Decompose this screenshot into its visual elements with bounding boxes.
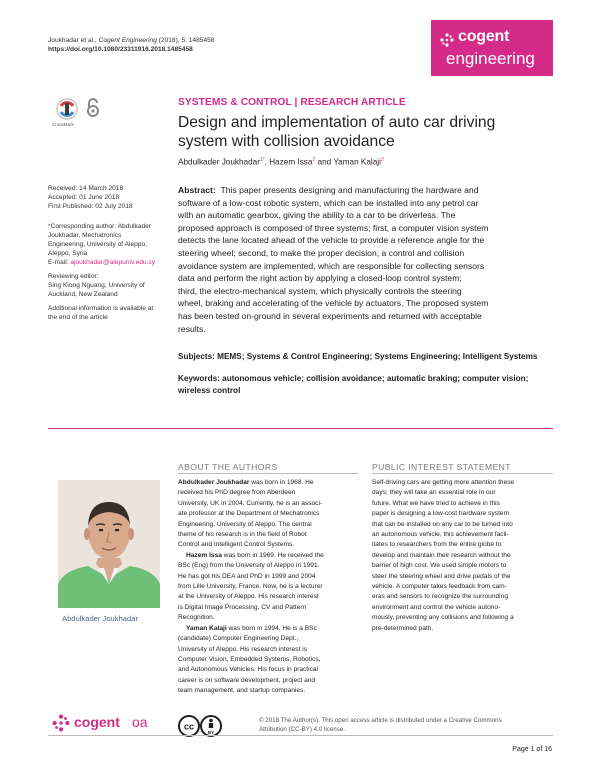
license-text: © 2018 The Author(s). This open access article is distributed under a Creative Commons Attribution (CC-BY) 4.0 license. [259, 717, 502, 733]
photo-caption: Abdulkader Joukhadar [62, 614, 138, 623]
crossmark-label: CrossMark [52, 122, 74, 127]
subjects-line: Subjects: MEMS; Systems & Control Engineering; Systems Engineering; Intelligent Systems [178, 352, 538, 361]
article-section-label: SYSTEMS & CONTROL | RESEARCH ARTICLE [178, 97, 406, 108]
cc-label: cc [183, 721, 195, 732]
section-divider [48, 428, 553, 429]
by-label: BY [207, 730, 215, 735]
brand-bottom: engineering [446, 49, 535, 68]
email-line: E-mail: ajoukhadar@alepuniv.edu.sy [48, 259, 156, 266]
corresponding-author-block: *Corresponding author: Abdulkader Joukhadar, Mechatronics Engineering, University of Aleppo, Aleppo, Syria E-mail: ajoukhadar@alepuniv.edu.sy [48, 222, 168, 267]
about-authors-heading: ABOUT THE AUTHORS [178, 462, 278, 472]
dates-block [48, 184, 168, 211]
author-name[interactable]: Hazem Issa [269, 157, 313, 167]
journal-brand-logo [431, 20, 553, 76]
email-link[interactable]: ajoukhadar@alepuniv.edu.sy [70, 259, 156, 266]
public-interest-heading: PUBLIC INTEREST STATEMENT [372, 462, 511, 472]
author-name[interactable]: Abdulkader Joukhadar [178, 157, 260, 167]
page-number: Page 1 of 16 [512, 746, 552, 753]
author-bio: Hazem Issa was born in 1969. He received the BSc (Eng) from the University of Aleppo in 1991. He has got his DEA and PhD in 1999 and 2004 from Lille University, France. Now, he is a lecturer at the University of Aleppo. His research interest is Digital Image Processing, CV and Pattern Recognition. [178, 551, 324, 622]
author-list: Abdulkader Joukhadar$^{1*}$, Hazem Issa$^2$ and Yaman Kalaji$^2$ [178, 157, 384, 167]
keywords-line: Keywords: autonomous vehicle; collision avoidance; automatic braking; computer vision; wireless control [178, 374, 529, 395]
additional-info-note: Additional information is available at the end of the article [48, 305, 154, 321]
logo-oa: oa [132, 714, 148, 730]
cogent-dots-icon [440, 33, 454, 47]
doi-link[interactable]: https://doi.org/10.1080/23311916.2018.1485458 [48, 46, 193, 53]
citation-line: Joukhadar et al., Cogent Engineering (2018), 5: 1485458 [48, 37, 215, 44]
about-authors-text [178, 478, 363, 697]
received-date: Received: 14 March 2018 [48, 185, 124, 192]
citation-header [48, 36, 214, 54]
abstract: Abstract: This paper presents designing and manufacturing the hardware and software of a low-cost robotic system, which can be installed into any petrol car with an automatic gearbox, giving the ability to a car to be driverless. The proposed approach is composed of three systems; first, a computer vision system detects the lane located ahead of the vehicle to provide a reference angle for the steering wheel; second, to make the proper decision, a control and collision avoidance system are implemented, which are responsible for collecting sensors data and perform the right action by applying a closed-loop control system; third, the electro-mechanical system, which physically controls the steering wheel, braking and accelerating of the vehicle by actuators. The proposed system has been tested on-ground in several experiments and returned with acceptable results. [178, 185, 489, 334]
logo-text: cogent [74, 714, 120, 730]
brand-top: cogent [458, 28, 510, 45]
author-bio: Yaman Kalaji was born in 1994. He is a BSc (candidate) Computer Engineering Dept., University of Aleppo. His research interest is Computer Vision, Embedded Systems, Robotics, and Autonomous Vehicles. His focus in practical career is on software development, project and team management, and startup companies. [178, 624, 321, 695]
article-title: Design and implementation of auto car driving system with collision avoidance [178, 114, 496, 150]
about-rule [178, 473, 358, 474]
cogent-dots-icon [52, 714, 70, 732]
cogent-oa-logo [50, 712, 170, 734]
author-name[interactable]: Yaman Kalaji [333, 157, 381, 167]
public-interest-rule [372, 473, 553, 474]
crossmark-icon[interactable] [56, 98, 78, 124]
abstract-label: Abstract: [178, 185, 216, 195]
author-bio: Abdulkader Joukhadar was born in 1968. He received his PhD degree from Aberdeen University, UK in 2004. Currently, he is an associ- ate professor at the Department of Mechatronics Engineering, University of Aleppo. The central theme of his research is in the field of Robot Control and Intelligent Control Systems. [178, 479, 323, 549]
public-interest-text: Self-driving cars are getting more attention these days; they will take an essential role in our future. What we have tried to achieve in this paper is designing a low-cost hardware system that can be installed on any car to be turned into an autonomous vehicle, this achievement facil- itates to researchers from the entire globe to develop and maintain their research without the barrier of high cost. We used simple motors to steer the steering wheel and drive pedals of the vehicle. A computer takes feedback from cam- eras and sensors to recognize the surrounding environment and control the vehicle autono- mously, preventing any collisions and following a pre-determined path. [372, 479, 515, 632]
published-date: First Published: 02 July 2018 [48, 203, 133, 210]
author-portrait-icon [58, 480, 160, 608]
footer-rule [48, 735, 553, 736]
accepted-date: Accepted: 01 June 2018 [48, 194, 120, 201]
open-access-icon [86, 98, 100, 118]
reviewing-editor-block: Reviewing editor: Sing Kiong Nguang, University of Auckland, New Zealand [48, 273, 145, 298]
journal-name: Cogent Engineering [98, 37, 157, 44]
author-photo [58, 480, 160, 608]
